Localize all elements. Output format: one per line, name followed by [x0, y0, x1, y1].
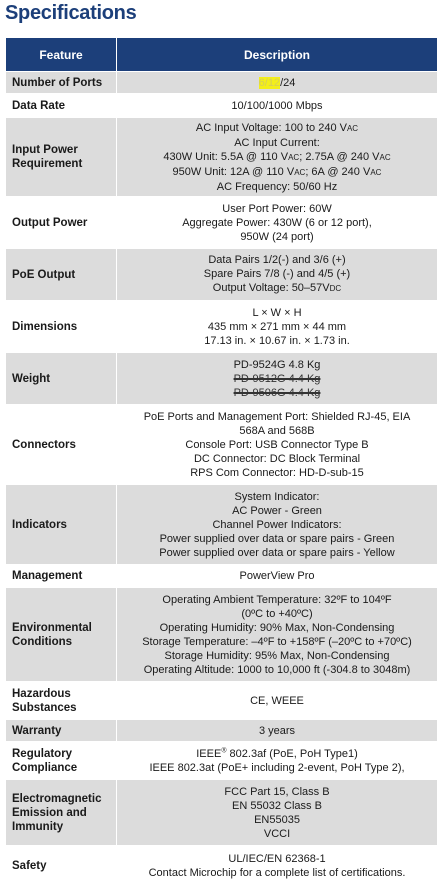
table-row-poe-output [6, 249, 438, 301]
spec-label: Output Power [6, 197, 117, 249]
spec-value: CE, WEEE [117, 682, 438, 720]
spec-label: Weight [6, 353, 117, 405]
spec-value: AC Input Voltage: 100 to 240 VAC AC Input Current: 430W Unit: 5.5A @ 110 VAC; 2.75A @ 240 VAC 950W Unit: 12A @ 110 VAC; 6A @ 240 VAC AC Frequency: 50/60 Hz [117, 118, 438, 197]
table-row-number-of-ports [6, 72, 438, 94]
spec-label: Connectors [6, 405, 117, 485]
spec-value: PoE Ports and Management Port: Shielded RJ-45, EIA 568A and 568B Console Port: USB Connector Type B DC Connector: DC Block Terminal RPS Com Connector: HD-D-sub-15 [117, 405, 438, 485]
page-title: Specifications [5, 2, 137, 24]
table-row-management [6, 565, 438, 588]
spec-value: User Port Power: 60W Aggregate Power: 430W (6 or 12 port), 950W (24 port) [117, 197, 438, 249]
description-header: Description [117, 38, 438, 72]
spec-label: Dimensions [6, 301, 117, 353]
spec-value: PD-9524G 4.8 Kg PD-9512G 4.4 Kg PD-9506G 4.4 Kg [117, 353, 438, 405]
table-row-warranty [6, 720, 438, 742]
table-header-row [6, 38, 438, 72]
spec-value: 3 years [117, 720, 438, 742]
table-row-environmental [6, 588, 438, 682]
table-row-connectors [6, 405, 438, 485]
spec-label: Input Power Requirement [6, 118, 117, 197]
spec-label: Safety [6, 846, 117, 886]
specifications-table [5, 37, 438, 886]
spec-value [117, 72, 438, 94]
feature-header: Feature [6, 38, 117, 72]
spec-value: FCC Part 15, Class B EN 55032 Class B EN55035 VCCI [117, 780, 438, 846]
table-row-weight [6, 353, 438, 405]
spec-value: IEEE® 802.3af (PoE, PoH Type1) IEEE 802.3at (PoE+ including 2-event, PoH Type 2), [117, 742, 438, 780]
struck-weight-9512: PD-9512G 4.4 Kg [233, 372, 321, 385]
spec-value: 10/100/1000 Mbps [117, 94, 438, 118]
table-row-safety [6, 846, 438, 886]
table-row-indicators [6, 485, 438, 565]
spec-label: Environmental Conditions [6, 588, 117, 682]
port-count-24: /24 [280, 76, 296, 89]
table-row-output-power [6, 197, 438, 249]
spec-value: System Indicator: AC Power - Green Channel Power Indicators: Power supplied over data or spare pairs - Green Power supplied over data or spare pairs - Yellow [117, 485, 438, 565]
spec-label: Regulatory Compliance [6, 742, 117, 780]
table-row-electromagnetic [6, 780, 438, 846]
spec-label: Number of Ports [6, 72, 117, 94]
spec-label: Indicators [6, 485, 117, 565]
spec-label: Data Rate [6, 94, 117, 118]
spec-value: Operating Ambient Temperature: 32ºF to 104ºF (0ºC to +40ºC) Operating Humidity: 90% Max, Non-Condensing Storage Temperature: –4ºF to +158ºF (–20ºC to +70ºC) Storage Humidity: 95% Max, Non-Condensing Operating Altitude: 1000 to 10,000 ft (-304.8 to 3048m) [117, 588, 438, 682]
spec-value: L × W × H 435 mm × 271 mm × 44 mm 17.13 in. × 10.67 in. × 1.73 in. [117, 301, 438, 353]
table-row-regulatory [6, 742, 438, 780]
spec-label: Warranty [6, 720, 117, 742]
highlighted-port-counts: 6/12 [258, 76, 281, 89]
table-row-data-rate [6, 94, 438, 118]
spec-label: PoE Output [6, 249, 117, 301]
spec-value: UL/IEC/EN 62368-1 Contact Microchip for a complete list of certifications. [117, 846, 438, 886]
table-row-input-power [6, 118, 438, 197]
spec-label: Electromagnetic Emission and Immunity [6, 780, 117, 846]
spec-label: Management [6, 565, 117, 588]
table-row-dimensions [6, 301, 438, 353]
spec-value: Data Pairs 1/2(-) and 3/6 (+) Spare Pairs 7/8 (-) and 4/5 (+) Output Voltage: 50–57VDC [117, 249, 438, 301]
spec-label: Hazardous Substances [6, 682, 117, 720]
struck-weight-9506: PD-9506G 4.4 Kg [233, 386, 321, 399]
table-row-hazardous-substances [6, 682, 438, 720]
spec-value: PowerView Pro [117, 565, 438, 588]
